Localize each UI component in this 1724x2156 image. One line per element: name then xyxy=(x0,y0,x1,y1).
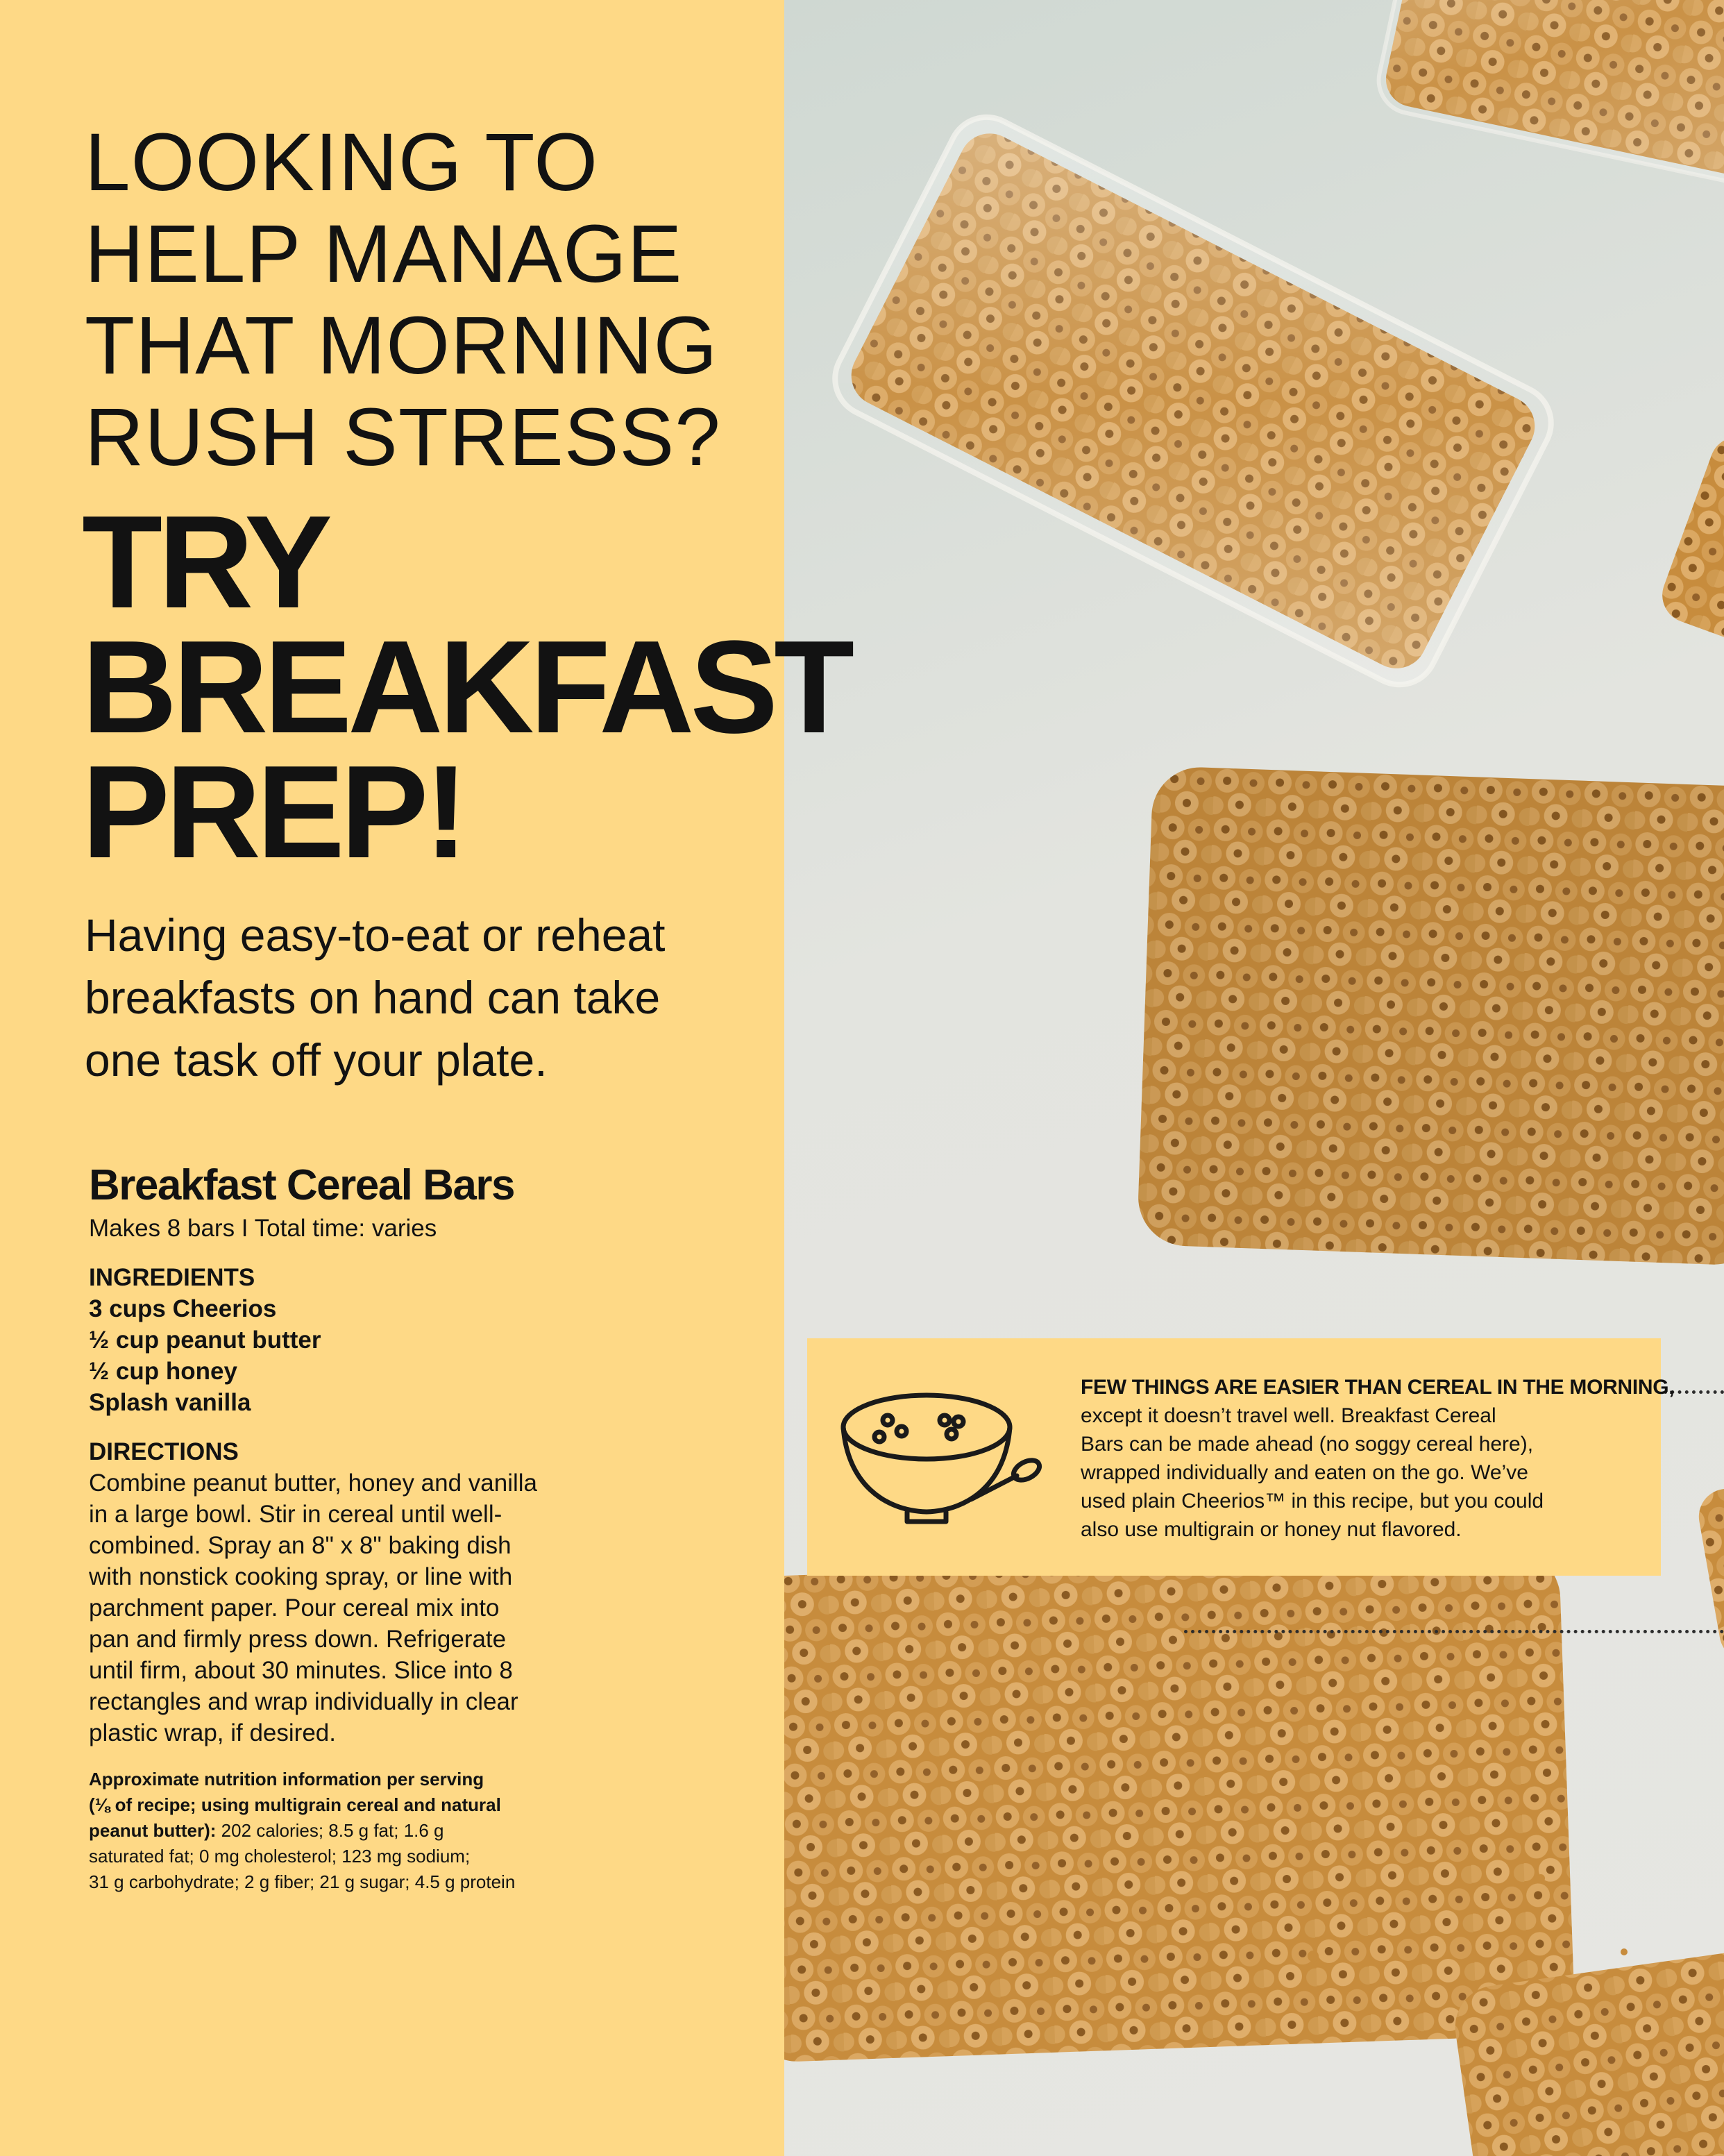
nutrition-bold: Approximate nutrition information per serving xyxy=(89,1769,484,1789)
recipe-meta: Makes 8 bars I Total time: varies xyxy=(89,1215,437,1242)
intro-line: one task off your plate. xyxy=(85,1034,548,1086)
directions-line: combined. Spray an 8" x 8" baking dish xyxy=(89,1532,512,1559)
cereal-bars-photo xyxy=(784,0,1724,2156)
headline-line: THAT MORNING xyxy=(85,300,718,391)
cta-line: BREAKFAST xyxy=(82,614,851,761)
nutrition-bold: (⅛ of recipe; using multigrain cereal and natural xyxy=(89,1794,501,1815)
directions-line: Combine peanut butter, honey and vanilla xyxy=(89,1469,538,1497)
ingredients-list xyxy=(89,1293,713,1418)
tip-lead: FEW THINGS ARE EASIER THAN CEREAL IN THE MORNING, xyxy=(1081,1376,1675,1399)
nutrition-line: 31 g carbohydrate; 2 g fiber; 21 g sugar; 4.5 g protein xyxy=(89,1871,516,1892)
tip-line: used plain Cheerios™ in this recipe, but you could xyxy=(1081,1490,1544,1513)
tip-line: except it doesn’t travel well. Breakfast Cereal xyxy=(1081,1404,1496,1427)
recipe-title: Breakfast Cereal Bars xyxy=(89,1161,514,1209)
ingredient-item: Splash vanilla xyxy=(89,1389,251,1416)
directions-line: parchment paper. Pour cereal mix into xyxy=(89,1594,500,1622)
ingredients-heading: INGREDIENTS xyxy=(89,1264,255,1291)
ingredient-item: 3 cups Cheerios xyxy=(89,1295,277,1322)
directions-line: rectangles and wrap individually in clear xyxy=(89,1688,518,1715)
headline-line: HELP MANAGE xyxy=(85,208,683,300)
directions-line: with nonstick cooking spray, or line with xyxy=(89,1563,513,1590)
nutrition-info xyxy=(89,1767,713,1895)
intro-line: Having easy-to-eat or reheat xyxy=(85,909,666,961)
call-to-action-title xyxy=(82,489,851,886)
ingredient-item: ½ cup honey xyxy=(89,1358,237,1385)
intro-line: breakfasts on hand can take xyxy=(85,972,661,1023)
recipe-card xyxy=(89,1161,713,1895)
dotted-leader-bottom xyxy=(1184,1630,1724,1633)
nutrition-values: 202 calories; 8.5 g fat; 1.6 g xyxy=(216,1820,444,1841)
cereal-bowl-icon xyxy=(835,1379,1043,1545)
directions-line: pan and firmly press down. Refrigerate xyxy=(89,1626,507,1653)
headline-line: RUSH STRESS? xyxy=(85,391,721,483)
directions-line: in a large bowl. Stir in cereal until well- xyxy=(89,1501,502,1528)
tip-line: also use multigrain or honey nut flavored. xyxy=(1081,1518,1462,1541)
tip-text xyxy=(1081,1373,1674,1544)
nutrition-line: saturated fat; 0 mg cholesterol; 123 mg sodium; xyxy=(89,1846,471,1867)
nutrition-bold: peanut butter): xyxy=(89,1820,217,1841)
directions-line: plastic wrap, if desired. xyxy=(89,1719,336,1746)
directions-line: until firm, about 30 minutes. Slice into 8 xyxy=(89,1657,513,1684)
nutrition-line xyxy=(89,1792,713,1818)
headline xyxy=(85,117,721,483)
ingredient-item: ½ cup peanut butter xyxy=(89,1327,321,1354)
directions-heading: DIRECTIONS xyxy=(89,1438,239,1465)
tip-line: wrapped individually and eaten on the go. We’ve xyxy=(1081,1461,1528,1484)
nutrition-line xyxy=(89,1767,713,1792)
cta-line: PREP! xyxy=(82,739,464,886)
directions-text xyxy=(89,1467,713,1749)
cta-line: TRY xyxy=(82,489,328,636)
nutrition-line xyxy=(89,1818,713,1844)
intro-text xyxy=(85,904,765,1091)
tip-line: Bars can be made ahead (no soggy cereal here), xyxy=(1081,1433,1534,1456)
headline-line: LOOKING TO xyxy=(85,117,599,208)
tip-callout xyxy=(807,1338,1675,1576)
